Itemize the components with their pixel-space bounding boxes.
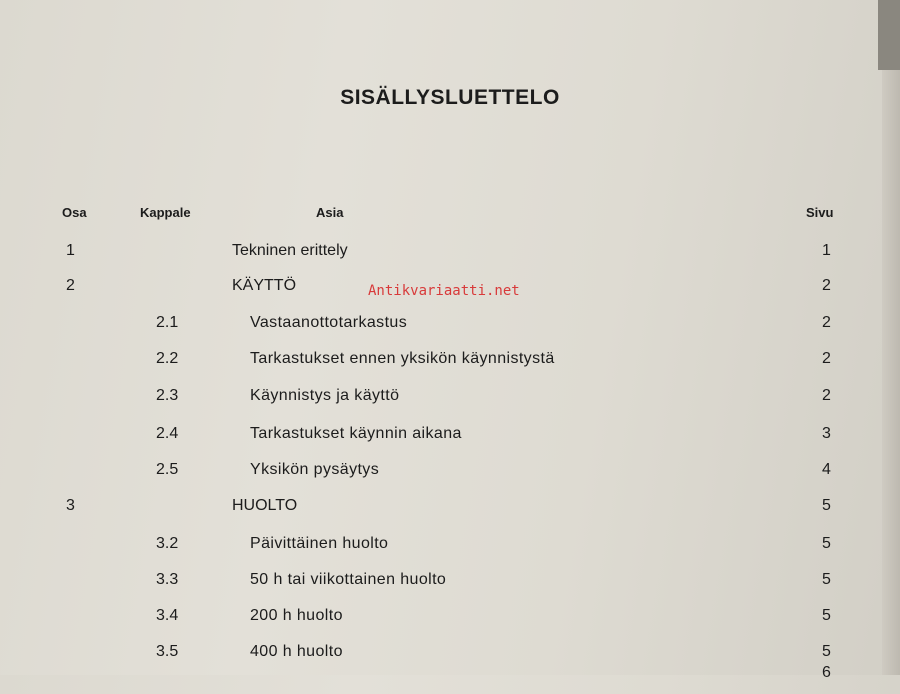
row-asia: KÄYTTÖ [232, 277, 297, 294]
row-asia: HUOLTO [232, 497, 298, 514]
row-kappale: 2.4 [156, 425, 179, 442]
toc-row [0, 387, 900, 417]
row-asia: Tarkastukset käynnin aikana [250, 425, 462, 442]
row-asia: Yksikön pysäytys [250, 461, 380, 478]
row-kappale: 3.5 [156, 643, 179, 660]
header-osa: Osa [62, 205, 87, 220]
toc-row [0, 497, 900, 527]
header-sivu: Sivu [806, 205, 834, 220]
row-kappale: 3.3 [156, 571, 179, 588]
toc-row [0, 664, 900, 694]
row-osa: 3 [66, 497, 75, 514]
row-kappale: 2.1 [156, 314, 179, 331]
row-asia: Päivittäinen huolto [250, 535, 389, 552]
row-sivu: 2 [822, 387, 831, 404]
row-kappale: 2.5 [156, 461, 179, 478]
row-sivu: 5 [822, 571, 831, 588]
row-sivu: 2 [822, 277, 831, 294]
row-asia: Käynnistys ja käyttö [250, 387, 400, 404]
row-asia: 400 h huolto [250, 643, 343, 660]
row-sivu: 5 [822, 535, 831, 552]
toc-row [0, 535, 900, 565]
row-sivu: 1 [822, 242, 831, 259]
row-kappale: 2.3 [156, 387, 179, 404]
row-kappale: 3.2 [156, 535, 179, 552]
toc-row [0, 350, 900, 380]
toc-row [0, 607, 900, 637]
header-kappale: Kappale [140, 205, 191, 220]
row-sivu: 3 [822, 425, 831, 442]
toc-row [0, 314, 900, 344]
page-corner [878, 0, 900, 70]
page-title: SISÄLLYSLUETTELO [340, 86, 560, 109]
header-asia: Asia [316, 205, 344, 220]
row-kappale: 2.2 [156, 350, 179, 367]
row-asia: 200 h huolto [250, 607, 343, 624]
row-kappale: 3.4 [156, 607, 179, 624]
row-asia: Vastaanottotarkastus [250, 314, 408, 331]
toc-row [0, 242, 900, 272]
row-asia: Tekninen erittely [232, 242, 348, 259]
row-osa: 1 [66, 242, 75, 259]
row-osa: 2 [66, 277, 75, 294]
toc-row [0, 461, 900, 491]
watermark-text: Antikvariaatti.net [368, 283, 520, 299]
row-sivu: 4 [822, 461, 831, 478]
row-sivu: 6 [822, 664, 831, 681]
row-sivu: 5 [822, 607, 831, 624]
row-sivu: 2 [822, 314, 831, 331]
row-asia: Tarkastukset ennen yksikön käynnistystä [250, 350, 555, 367]
row-sivu: 2 [822, 350, 831, 367]
row-asia: 50 h tai viikottainen huolto [250, 571, 447, 588]
toc-row [0, 425, 900, 455]
row-sivu: 5 [822, 643, 831, 660]
toc-row [0, 571, 900, 601]
row-sivu: 5 [822, 497, 831, 514]
